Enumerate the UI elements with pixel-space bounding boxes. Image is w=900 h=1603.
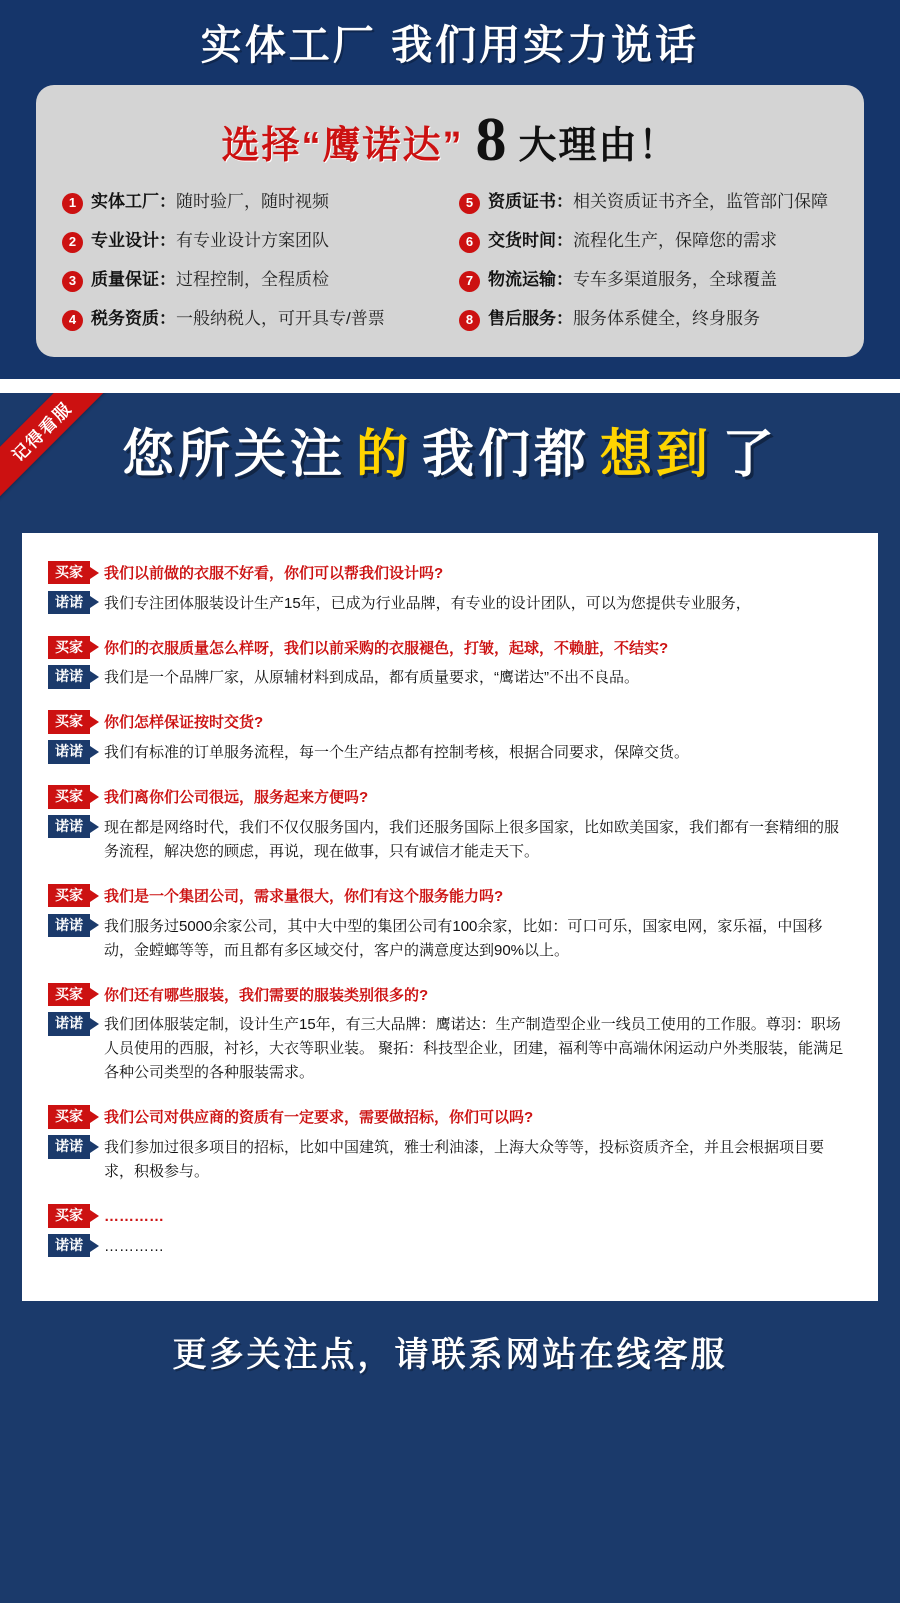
reason-item <box>459 308 838 331</box>
buyer-tag: 买家 <box>48 1204 90 1228</box>
answer-tag: 诺诺 <box>48 665 90 689</box>
reason-label: 专业设计： <box>91 230 176 250</box>
reason-number-badge: 8 <box>459 310 480 331</box>
answer-tag: 诺诺 <box>48 1012 90 1036</box>
reasons-grid <box>62 191 838 331</box>
faq-question-row <box>48 884 852 908</box>
faq-answer-text: 我们有标准的订单服务流程，每一个生产结点都有控制考核，根据合同要求，保障交货。 <box>104 744 690 762</box>
reason-number-badge: 1 <box>62 193 83 214</box>
faq-answer-row <box>48 1234 852 1259</box>
faq-headline-part-2: 的 <box>355 425 412 484</box>
faq-question-row <box>48 636 852 660</box>
headline-number: 8 <box>475 106 507 175</box>
faq-headline-part-3: 我们都 <box>421 425 590 484</box>
faq-question-row <box>48 710 852 734</box>
faq-headline-part-5: 了 <box>722 425 779 484</box>
buyer-tag: 买家 <box>48 1105 90 1129</box>
faq-item <box>48 710 852 765</box>
section1-banner-title: 实体工厂 我们用实力说话 <box>200 22 700 68</box>
buyer-tag: 买家 <box>48 561 90 585</box>
buyer-tag: 买家 <box>48 884 90 908</box>
faq-question-text: 我们公司对供应商的资质有一定要求，需要做招标，你们可以吗? <box>104 1109 534 1127</box>
faq-item <box>48 785 852 864</box>
section-divider <box>0 379 900 393</box>
faq-headline-part-4: 想到 <box>600 425 713 484</box>
reason-text: 过程控制，全程质检 <box>176 269 329 289</box>
faq-question-row <box>48 561 852 585</box>
faq-question-text: 你们还有哪些服装，我们需要的服装类别很多的? <box>104 986 429 1004</box>
faq-question-row <box>48 1105 852 1129</box>
faq-headline <box>0 393 900 484</box>
faq-answer-row <box>48 740 852 765</box>
buyer-tag: 买家 <box>48 983 90 1007</box>
faq-answer-row <box>48 1135 852 1184</box>
buyer-tag: 买家 <box>48 710 90 734</box>
faq-answer-row <box>48 591 852 616</box>
reason-number-badge: 4 <box>62 310 83 331</box>
faq-answer-row <box>48 815 852 864</box>
corner-ribbon: 记得看服 <box>0 393 113 503</box>
faq-answer-row <box>48 665 852 690</box>
buyer-tag: 买家 <box>48 785 90 809</box>
reason-text: 随时验厂，随时视频 <box>176 191 329 211</box>
faq-answer-text: ………… <box>104 1237 164 1255</box>
reason-text: 专车多渠道服务，全球覆盖 <box>573 269 777 289</box>
reason-text: 流程化生产，保障您的需求 <box>573 230 777 250</box>
faq-question-text: 我们以前做的衣服不好看，你们可以帮我们设计吗? <box>104 564 444 582</box>
faq-question-text: 我们是一个集团公司，需求量很大，你们有这个服务能力吗? <box>104 887 504 905</box>
reason-text: 有专业设计方案团队 <box>176 230 329 250</box>
reason-number-badge: 6 <box>459 232 480 253</box>
headline-prefix: 选择“鹰诺达” <box>221 124 464 167</box>
faq-item <box>48 1204 852 1259</box>
faq-question-row <box>48 983 852 1007</box>
faq-item <box>48 983 852 1086</box>
faq-answer-text: 我们团体服装定制，设计生产15年，有三大品牌：鹰诺达：生产制造型企业一线员工使用的工作服。尊羽：职场人员使用的西服，衬衫，大衣等职业装。 聚拓：科技型企业，团建，福利等中高端休闲运动户外类服装，能满足各种公司类型的各种服装需求。 <box>104 1016 844 1082</box>
factory-strength-section <box>0 0 900 379</box>
reason-label: 物流运输： <box>488 269 573 289</box>
reason-item <box>62 230 441 253</box>
answer-tag: 诺诺 <box>48 914 90 938</box>
answer-tag: 诺诺 <box>48 740 90 764</box>
reason-label: 实体工厂： <box>91 191 176 211</box>
reason-number-badge: 2 <box>62 232 83 253</box>
faq-item <box>48 1105 852 1184</box>
answer-tag: 诺诺 <box>48 591 90 615</box>
faq-item <box>48 884 852 963</box>
faq-footer-text: 更多关注点，请联系网站在线客服 <box>172 1335 728 1374</box>
faq-answer-row <box>48 914 852 963</box>
reason-number-badge: 3 <box>62 271 83 292</box>
faq-question-row <box>48 1204 852 1228</box>
reason-text: 相关资质证书齐全，监管部门保障 <box>573 191 828 211</box>
reason-item <box>459 269 838 292</box>
reason-label: 售后服务： <box>488 308 573 328</box>
faq-item <box>48 636 852 691</box>
faq-answer-text: 我们专注团体服装设计生产15年，已成为行业品牌，有专业的设计团队，可以为您提供专业服务， <box>104 594 751 612</box>
faq-answer-text: 我们服务过5000余家公司，其中大中型的集团公司有100余家，比如：可口可乐，国家电网，家乐福，中国移动，金螳螂等等，而且都有多区域交付，客户的满意度达到90%以上。 <box>104 917 823 959</box>
eight-reasons-headline <box>62 107 838 191</box>
reason-item <box>459 191 838 214</box>
reason-label: 税务资质： <box>91 308 176 328</box>
faq-question-text: 你们怎样保证按时交货? <box>104 714 264 732</box>
faq-item <box>48 561 852 616</box>
reason-item <box>62 308 441 331</box>
faq-answer-text: 现在都是网络时代，我们不仅仅服务国内，我们还服务国际上很多国家，比如欧美国家，我们都有一套精细的服务流程，解决您的顾虑，再说，现在做事，只有诚信才能走天下。 <box>104 818 840 860</box>
answer-tag: 诺诺 <box>48 1234 90 1258</box>
faq-header <box>0 393 900 533</box>
reason-text: 一般纳税人，可开具专/普票 <box>176 308 385 328</box>
buyer-tag: 买家 <box>48 636 90 660</box>
reason-number-badge: 7 <box>459 271 480 292</box>
reason-label: 质量保证： <box>91 269 176 289</box>
faq-answer-text: 我们参加过很多项目的招标，比如中国建筑，雅士利油漆，上海大众等等，投标资质齐全，并且会根据项目要求，积极参与。 <box>104 1139 825 1181</box>
faq-question-row <box>48 785 852 809</box>
faq-answer-text: 我们是一个品牌厂家，从原辅材料到成品，都有质量要求，“鹰诺达”不出不良品。 <box>104 669 639 687</box>
reason-item <box>62 191 441 214</box>
reason-item <box>459 230 838 253</box>
eight-reasons-card <box>36 85 864 357</box>
faq-answer-row <box>48 1012 852 1085</box>
faq-card <box>22 533 878 1301</box>
answer-tag: 诺诺 <box>48 1135 90 1159</box>
answer-tag: 诺诺 <box>48 815 90 839</box>
faq-question-text: ………… <box>104 1208 164 1226</box>
reason-text: 服务体系健全，终身服务 <box>573 308 760 328</box>
faq-headline-part-1: 您所关注 <box>121 425 346 484</box>
reason-label: 交货时间： <box>488 230 573 250</box>
headline-suffix: 大理由！ <box>518 124 679 167</box>
faq-question-text: 我们离你们公司很远，服务起来方便吗? <box>104 789 369 807</box>
faq-question-text: 你们的衣服质量怎么样呀，我们以前采购的衣服褪色，打皱，起球，不赖脏，不结实? <box>104 639 669 657</box>
reason-label: 资质证书： <box>488 191 573 211</box>
faq-section <box>0 393 900 1404</box>
reason-item <box>62 269 441 292</box>
reason-number-badge: 5 <box>459 193 480 214</box>
